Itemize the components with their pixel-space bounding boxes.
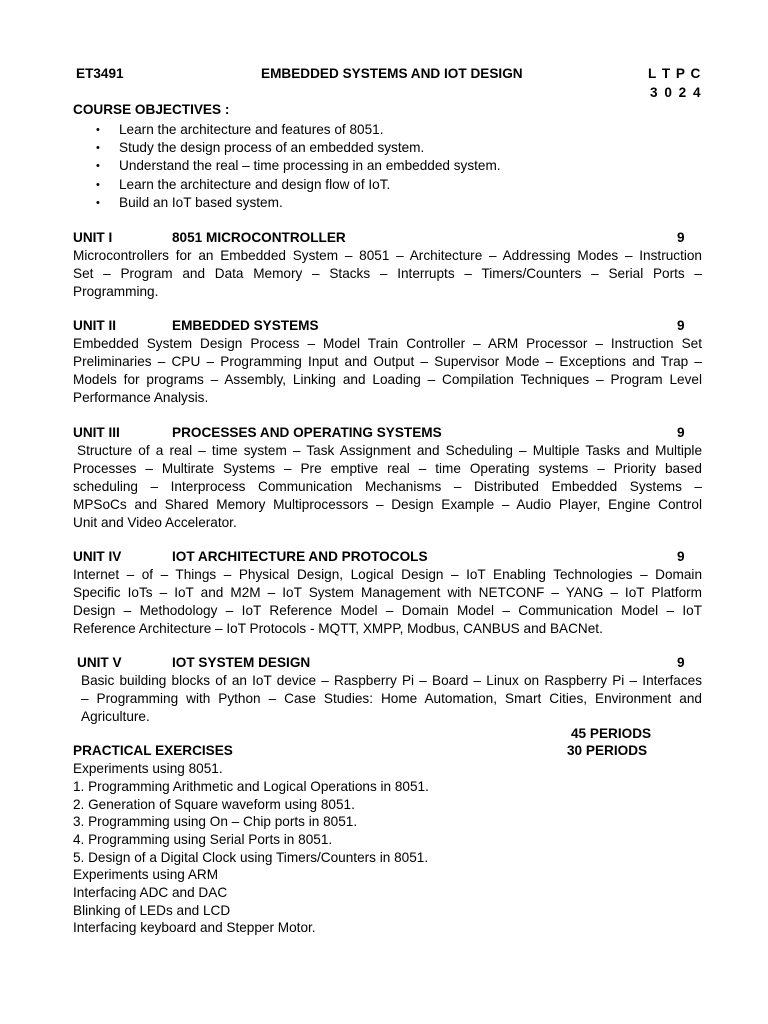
practical-heading: PRACTICAL EXERCISES [73,743,233,758]
bullet-icon: • [96,160,100,173]
unit-hours: 9 [677,425,685,440]
unit-text-line: – Programming with Python – Case Studies: Home Automation, Smart Cities, Environment and [81,691,702,706]
unit-label: UNIT IV [73,549,122,564]
list-item: • Build an IoT based system. [96,194,501,212]
unit-title: IOT ARCHITECTURE AND PROTOCOLS [172,549,428,564]
course-code: ET3491 [76,66,124,81]
unit-text-line: Unit and Video Accelerator. [73,515,237,530]
list-item: 5. Design of a Digital Clock using Timers/Counters in 8051. [73,850,429,865]
unit-label: UNIT I [73,230,113,245]
list-item: Experiments using 8051. [73,761,223,776]
objectives-list [96,121,501,212]
unit-text-line: Microcontrollers for an Embedded System – 8051 – Architecture – Addressing Modes – Instruction [73,248,702,263]
unit-text-line: Agriculture. [81,709,150,724]
unit-label: UNIT V [77,655,122,670]
unit-text-line: Reference Architecture – IoT Protocols - MQTT, XMPP, Modbus, CANBUS and BACNet. [73,621,603,636]
unit-text-line: Design – Methodology – IoT Reference Model – Domain Model – Communication Model – IoT [73,603,702,618]
list-item: • Learn the architecture and design flow of IoT. [96,176,501,194]
practical-periods: 30 PERIODS [567,743,648,758]
list-item: Interfacing ADC and DAC [73,885,228,900]
unit-hours: 9 [677,230,685,245]
unit-text-line: Embedded System Design Process – Model Train Controller – ARM Processor – Instruction Set [73,336,702,351]
unit-hours: 9 [677,318,685,333]
unit-title: PROCESSES AND OPERATING SYSTEMS [172,425,442,440]
unit-title: 8051 MICROCONTROLLER [172,230,346,245]
list-item: 4. Programming using Serial Ports in 8051. [73,832,333,847]
unit-text-line: Set – Program and Data Memory – Stacks – Interrupts – Timers/Counters – Serial Ports – [73,266,702,281]
list-item: 3. Programming using On – Chip ports in 8051. [73,814,358,829]
list-item: 2. Generation of Square waveform using 8051. [73,797,355,812]
unit-text-line: MPSoCs and Shared Memory Multiprocessors – Design Example – Audio Player, Engine Control [73,497,702,512]
unit-title: EMBEDDED SYSTEMS [172,318,319,333]
unit-text-line: scheduling – Interprocess Communication Mechanisms – Distributed Embedded Systems – [73,479,702,494]
unit-text-line: Preliminaries – CPU – Programming Input and Output – Supervisor Mode – Exceptions and Trap – [73,354,702,369]
objectives-heading: COURSE OBJECTIVES : [73,102,230,117]
unit-text-line: Internet – of – Things – Physical Design, Logical Design – IoT Enabling Technologies – Domain [73,567,702,582]
unit-text-line: Structure of a real – time system – Task Assignment and Scheduling – Multiple Tasks and Multiple [77,443,702,458]
bullet-icon: • [96,124,100,136]
unit-text-line: Programming. [73,284,159,299]
list-item: • Understand the real – time processing in an embedded system. [96,157,501,175]
unit-text-line: Performance Analysis. [73,390,209,405]
ltpc-values: 3 0 2 4 [650,85,703,100]
unit-label: UNIT II [73,318,117,333]
list-item: Blinking of LEDs and LCD [73,903,231,918]
unit-text-line: Models for programs – Assembly, Linking and Loading – Compilation Techniques – Program Level [73,372,702,387]
bullet-icon: • [96,142,100,155]
unit-text-line: Processes – Multirate Systems – Pre emptive real – time Operating systems – Priority based [73,461,702,476]
list-item: • Learn the architecture and features of 8051. [96,121,501,139]
list-item: Interfacing keyboard and Stepper Motor. [73,920,316,935]
unit-label: UNIT III [73,425,120,440]
unit-title: IOT SYSTEM DESIGN [172,655,311,670]
unit-text-line: Specific IoTs – IoT and M2M – IoT System Management with NETCONF – YANG – IoT Platform [73,585,702,600]
bullet-icon: • [96,178,100,191]
list-item: • Study the design process of an embedded system. [96,139,501,157]
theory-periods: 45 PERIODS [571,726,652,741]
unit-hours: 9 [677,549,685,564]
list-item: 1. Programming Arithmetic and Logical Operations in 8051. [73,779,429,794]
course-title: EMBEDDED SYSTEMS AND IOT DESIGN [261,66,523,81]
unit-text-line: Basic building blocks of an IoT device – Raspberry Pi – Board – Linux on Raspberry Pi – Interfaces [81,673,702,688]
list-item: Experiments using ARM [73,867,219,882]
bullet-icon: • [96,196,100,209]
ltpc-label: L T P C [648,66,702,81]
unit-hours: 9 [677,655,685,670]
